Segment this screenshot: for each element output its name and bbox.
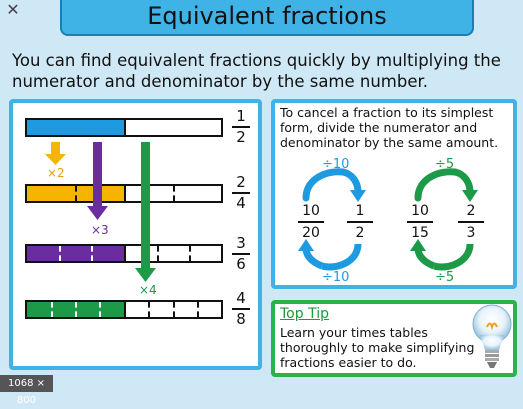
intro-text: You can find equivalent fractions quickly by multiplying the numerator and denominator by the same number. [12, 51, 501, 91]
divide-label-top-2: ÷5 [435, 157, 455, 172]
numerator: 10 [411, 203, 429, 219]
numerator: 10 [302, 203, 320, 219]
denominator: 4 [236, 193, 246, 212]
image-dimensions-badge: 1068 × 800 [0, 375, 53, 392]
denominator: 3 [466, 224, 476, 241]
numerator: 4 [236, 289, 246, 307]
multiplier-x4: ×4 [139, 283, 157, 297]
close-icon[interactable]: ✕ [6, 0, 20, 19]
divide-label-bottom-1: ÷10 [322, 270, 350, 285]
multiplier-x3: ×3 [91, 223, 109, 237]
blue-curved-arrow-bottom-icon [298, 239, 358, 267]
divide-label-bottom-2: ÷5 [435, 270, 455, 285]
divide-label-top-1: ÷10 [322, 157, 350, 172]
lightbulb-icon [468, 300, 516, 376]
numerator: 1 [355, 203, 365, 219]
green-curved-arrow-bottom-icon [410, 239, 470, 267]
multiplier-x2: ×2 [47, 166, 65, 180]
simplify-text: To cancel a fraction to its simplest form, divide the numerator and denominator by the same amount. [280, 105, 499, 150]
denominator: 15 [411, 224, 429, 241]
top-tip-title: Top Tip [280, 306, 329, 322]
denominator: 8 [236, 309, 246, 328]
denominator: 2 [355, 224, 365, 241]
blue-curved-arrow-top-icon [306, 172, 366, 202]
numerator: 2 [236, 173, 246, 191]
green-curved-arrow-top-icon [418, 172, 478, 202]
denominator: 2 [236, 127, 246, 146]
numerator: 1 [236, 107, 246, 125]
page-title: Equivalent fractions [147, 2, 387, 30]
numerator: 3 [236, 234, 246, 252]
denominator: 20 [302, 224, 320, 241]
numerator: 2 [466, 203, 476, 219]
denominator: 6 [236, 254, 246, 273]
top-tip-text: Learn your times tables thoroughly to make simplifying fractions easier to do. [280, 325, 475, 370]
